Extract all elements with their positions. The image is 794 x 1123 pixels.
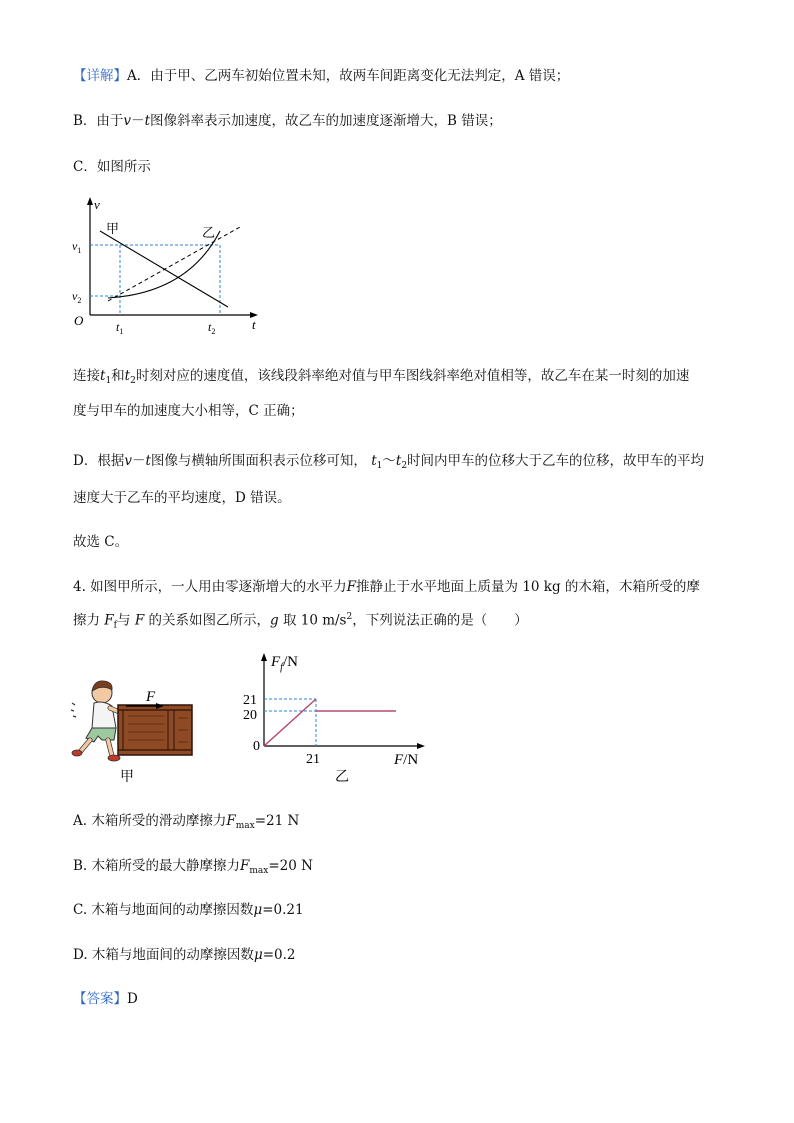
- detail-b: [73, 111, 502, 131]
- q4-mid2: 的关系如图乙所示，: [148, 612, 270, 629]
- d-t2-sub: 2: [401, 461, 408, 471]
- c-exp2-text: 度与甲车的加速度大小相等，C 正确；: [73, 403, 304, 419]
- q4-line2: [73, 607, 528, 636]
- option-d: [73, 945, 296, 965]
- vt-t: t: [144, 113, 150, 129]
- fig2-tick-0: 0: [253, 739, 260, 754]
- caption-yi: 乙: [335, 770, 349, 785]
- option-c-mu: μ: [253, 902, 263, 918]
- fig1-jia-label: 甲: [106, 221, 120, 236]
- person-pushing-illustration: [71, 681, 124, 761]
- detail-c: [73, 157, 151, 177]
- fig1-yi-curve: [108, 231, 220, 298]
- option-a-F: F: [226, 813, 236, 829]
- option-a-pre: A. 木箱所受的滑动摩擦力: [73, 813, 227, 829]
- fig2-tick-21: 21: [243, 693, 257, 708]
- caption-jia: 甲: [120, 770, 134, 785]
- d-post: 时间内甲车的位移大于乙车的位移，故甲车的平均: [407, 453, 705, 469]
- c-t1: t: [100, 368, 106, 384]
- detail-c-exp1: [73, 366, 689, 391]
- d-t1-sub: 1: [376, 461, 383, 471]
- fig2-static-friction-line: [264, 699, 316, 746]
- d-line2-text: 速度大于乙车的平均速度，D 错误。: [73, 490, 291, 506]
- motion-marks: [71, 703, 76, 717]
- q4-line1-pre: 4. 如图甲所示，一人用由零逐渐增大的水平力: [73, 579, 347, 595]
- q4-F2: F: [134, 612, 145, 629]
- fig1-t1-label: $t_1$: [116, 320, 124, 336]
- c-and: 和: [111, 368, 125, 384]
- q4-g: g: [269, 612, 279, 629]
- d-t2: t: [395, 453, 402, 469]
- answer-line: [73, 989, 138, 1009]
- vt-v: v: [123, 113, 132, 129]
- option-c-post: =0.21: [262, 902, 304, 918]
- detail-d-line2: [73, 488, 291, 508]
- q4-mid3: 取 10 m/s: [282, 612, 347, 629]
- d-tilde: ～: [382, 453, 396, 469]
- q4-line1: [73, 577, 700, 597]
- c-exp-post: 时刻对应的速度值，该线段斜率绝对值与甲车图线斜率绝对值相等，故乙车在某一时刻的加速: [135, 368, 690, 384]
- detail-d: [73, 451, 704, 476]
- detail-c-exp2: [73, 401, 304, 421]
- option-a-sub: max: [235, 821, 255, 831]
- friction-figure: [68, 648, 438, 788]
- person-shoe-front: [108, 755, 120, 761]
- fig1-jia-line: [100, 231, 228, 307]
- push-force-label: F: [146, 689, 156, 705]
- fig1-chord: [108, 227, 240, 301]
- fig2-y-label: $F_f/N$: [271, 654, 298, 673]
- fig1-v1-label: $v_1$: [72, 239, 82, 255]
- d-pre: D．根据: [73, 453, 125, 469]
- detail-choose: [73, 532, 128, 552]
- vt-graph-figure: [68, 193, 268, 338]
- d-mid: 图像与横轴所围面积表示位移可知，: [150, 453, 367, 469]
- option-d-post: =0.2: [262, 947, 296, 963]
- detail-c-text: C．如图所示: [73, 159, 151, 175]
- option-d-pre: D. 木箱与地面间的动摩擦因数: [73, 947, 254, 963]
- option-d-mu: μ: [253, 947, 263, 963]
- fig2-tick-20: 20: [243, 708, 257, 723]
- fig1-v-arrow: [87, 197, 93, 205]
- c-t2: t: [124, 368, 131, 384]
- fig2-tick-x21: 21: [306, 752, 320, 767]
- detail-b-post: 图像斜率表示加速度，故乙车的加速度逐渐增大，B 错误；: [150, 113, 502, 129]
- option-b: [73, 856, 313, 881]
- q4-line2-pre: 擦力: [73, 612, 100, 629]
- option-b-F: F: [240, 858, 250, 874]
- option-c-pre: C. 木箱与地面间的动摩擦因数: [73, 902, 254, 918]
- vt-dash: －: [131, 113, 145, 129]
- answer-value: D: [127, 991, 138, 1007]
- person-shoe-back: [72, 750, 82, 756]
- option-b-sub: max: [249, 866, 269, 876]
- option-b-post: =20 N: [268, 858, 313, 874]
- c-exp-pre: 连接: [73, 368, 100, 384]
- option-c: [73, 900, 304, 920]
- fig1-v2-label: $v_2$: [72, 289, 82, 305]
- q4-Ff-sub: f: [113, 620, 118, 631]
- q4-F: F: [346, 579, 357, 595]
- q4-Ff: F: [104, 612, 114, 629]
- d-dash: －: [131, 453, 146, 469]
- q4-sq: 2: [346, 612, 353, 622]
- option-a-post: =21 N: [254, 813, 300, 829]
- fig1-origin-label: O: [74, 313, 84, 328]
- detail-a: [73, 66, 569, 86]
- d-t: t: [145, 453, 151, 469]
- c-t2-sub: 2: [130, 376, 136, 386]
- q4-post: ，下列说法正确的是（ ）: [352, 612, 528, 629]
- detail-b-pre: B．由于: [73, 113, 124, 129]
- q4-and: 与: [117, 612, 131, 629]
- fig2-x-label: F/N: [394, 752, 419, 768]
- d-t1: t: [371, 453, 377, 469]
- fig1-yi-label: 乙: [202, 225, 216, 240]
- fig1-t2-label: $t_2$: [208, 320, 216, 336]
- choose-text: 故选 C。: [73, 534, 129, 550]
- q4-line1-mid: 推静止于水平地面上质量为 10 kg 的木箱，木箱所受的摩: [356, 579, 700, 595]
- fig1-v-label: v: [94, 197, 100, 212]
- fig1-t-label: t: [252, 317, 256, 332]
- wooden-crate-illustration: [118, 705, 192, 755]
- person-shirt: [92, 702, 116, 730]
- fig2-x-arrow: [417, 743, 425, 749]
- detail-tag: 【详解】: [73, 68, 127, 84]
- option-a: [73, 811, 299, 836]
- d-v: v: [124, 453, 132, 469]
- detail-a-text: A．由于甲、乙两车初始位置未知，故两车间距离变化无法判定，A 错误；: [127, 68, 570, 84]
- answer-tag: 【答案】: [73, 991, 127, 1007]
- person-leg-back-skin: [80, 740, 90, 752]
- fig2-y-arrow: [261, 653, 267, 661]
- option-b-pre: B. 木箱所受的最大静摩擦力: [73, 858, 241, 874]
- person-leg-front-skin: [108, 740, 112, 756]
- c-t1-sub: 1: [105, 376, 112, 386]
